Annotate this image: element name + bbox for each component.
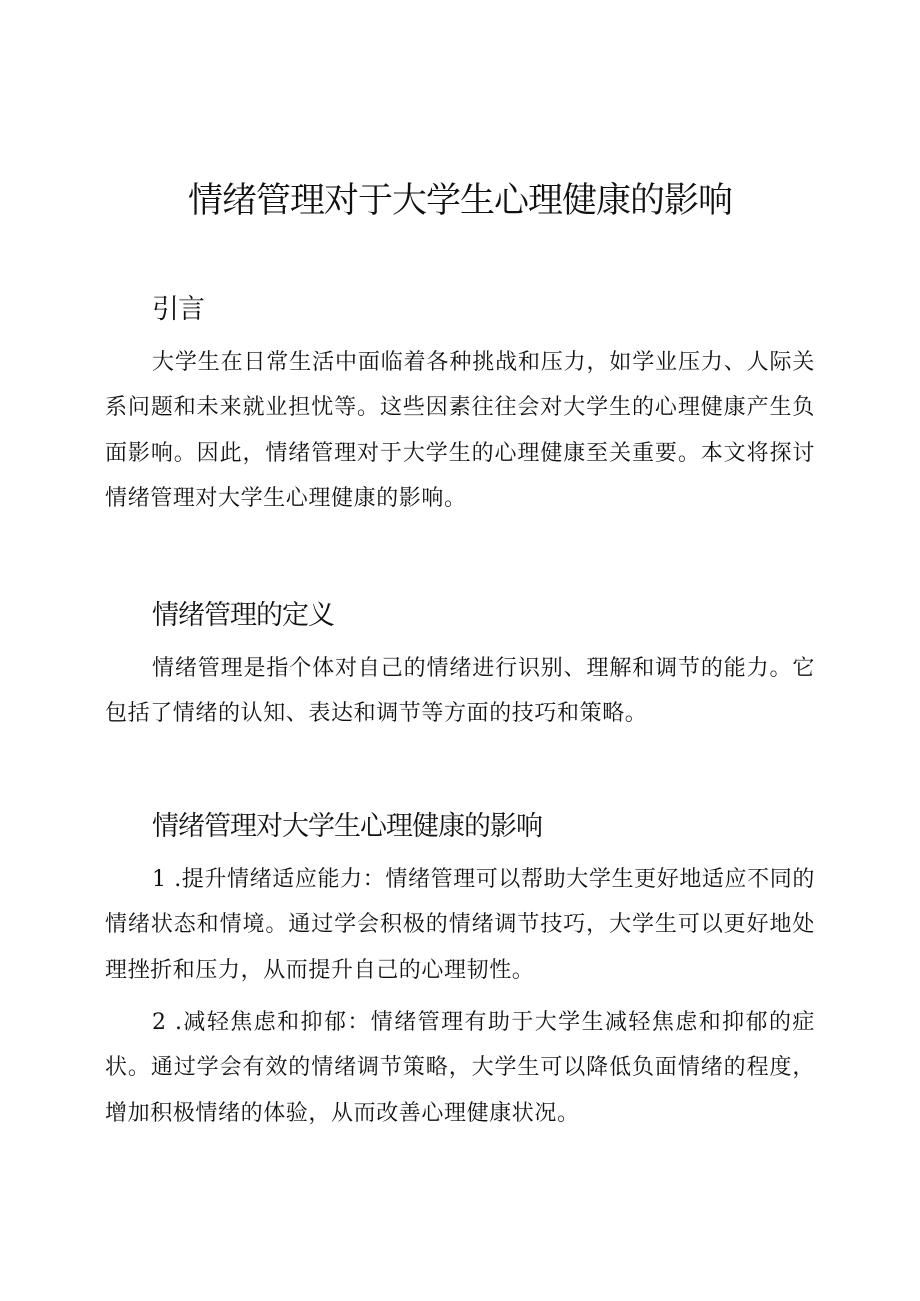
section-heading-definition: 情绪管理的定义: [152, 600, 334, 631]
effects-item-2: 2 .减轻焦虑和抑郁：情绪管理有助于大学生减轻焦虑和抑郁的症状。通过学会有效的情绪调节策略，大学生可以降低负面情绪的程度，增加积极情绪的体验，从而改善心理健康状况。: [105, 1010, 815, 1126]
introduction-paragraph: 大学生在日常生活中面临着各种挑战和压力，如学业压力、人际关系问题和未来就业担忧等。这些因素往往会对大学生的心理健康产生负面影响。因此，情绪管理对于大学生的心理健康至关重要。本文将探讨情绪管理对大学生心理健康的影响。: [105, 350, 815, 511]
definition-paragraph: 情绪管理是指个体对自己的情绪进行识别、理解和调节的能力。它包括了情绪的认知、表达和调节等方面的技巧和策略。: [105, 656, 815, 727]
effects-item-1: 1 .提升情绪适应能力：情绪管理可以帮助大学生更好地适应不同的情绪状态和情境。通过学会积极的情绪调节技巧，大学生可以更好地处理挫折和压力，从而提升自己的心理韧性。: [105, 867, 815, 983]
section-heading-introduction: 引言: [152, 294, 204, 325]
section-heading-effects: 情绪管理对大学生心理健康的影响: [152, 811, 542, 842]
document-title: 情绪管理对于大学生心理健康的影响: [187, 181, 732, 221]
